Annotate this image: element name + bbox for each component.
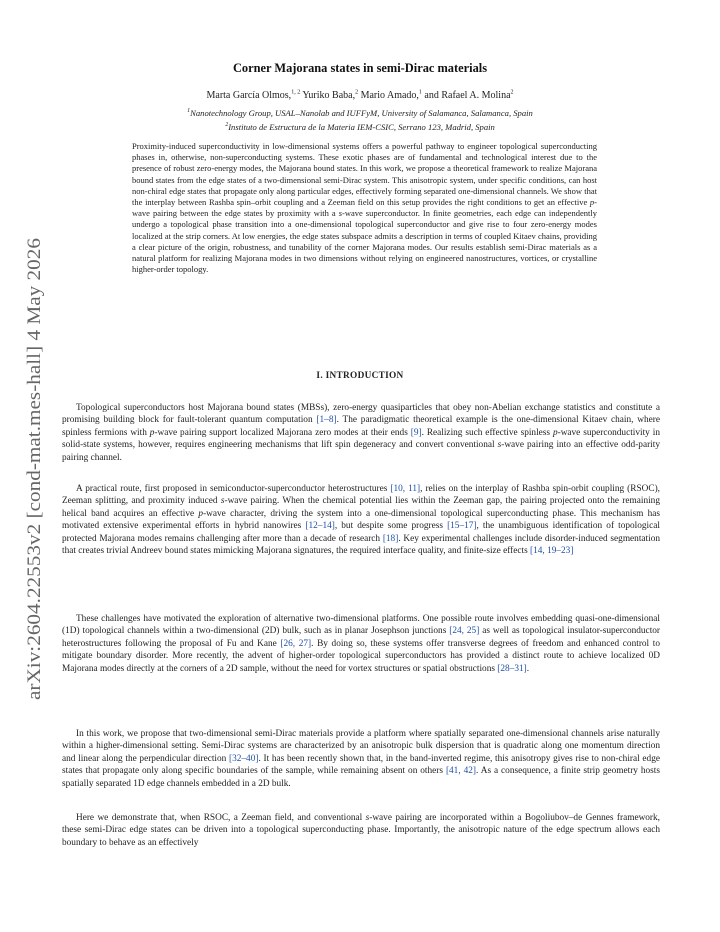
citation[interactable]: [12–14]: [305, 521, 335, 532]
abstract: [132, 141, 597, 275]
text-run: . As a consequence, a finite strip geometry hosts spatially separated 1D edge channels embedded in a 2D bulk.: [62, 766, 660, 789]
text-run: , the unambiguous identification of topological protected Majorana modes remains challenging after more than a decade of research: [62, 521, 660, 544]
text-run: -wave pairing. When the chemical potential lies within the Zeeman gap, the pairing projected onto the remaining helical band acquires an effective: [62, 496, 660, 519]
text-run: -wave pairing between the edge states by proximity with a: [132, 197, 597, 219]
text-run: -wave character, driving the system into a one-dimensional topological superconducting phase. This mechanism has motivated extensive experimental efforts in hybrid nanowires: [62, 508, 661, 532]
arxiv-stamp-text: arXiv:2604.22553v2 [cond-mat.mes-hall] 4 May 2026: [24, 286, 45, 700]
citation[interactable]: [24, 25]: [449, 626, 480, 637]
citation[interactable]: [32–40]: [229, 753, 259, 764]
section-heading-introduction: I. INTRODUCTION: [316, 371, 404, 381]
author-2: Yuriko Baba,$^2$: [300, 89, 359, 101]
text-run: Topological superconductors host Majorana bound states (MBSs), zero-energy quasiparticles that obey non-Abelian exchange statistics and constitute a promising building block for fault-tolerant quantum computation: [62, 403, 660, 426]
citation[interactable]: [28–31]: [497, 663, 527, 674]
citation[interactable]: [1–8]: [316, 415, 337, 426]
citation[interactable]: [18]: [382, 533, 399, 544]
author-3: Mario Amado,$^1$: [358, 89, 422, 101]
text-run: . Realizing such effective spinless: [421, 427, 553, 438]
citation[interactable]: [10, 11]: [390, 484, 421, 494]
author-1: Marta García Olmos,$^{1, 2}$: [206, 89, 301, 101]
citation[interactable]: [41, 42]: [445, 766, 476, 777]
math-symbol: s: [338, 208, 343, 219]
text-run: Proximity-induced superconductivity in low-dimensional systems offers a powerful pathway to engineer topological superconducting phases in, otherwise, non-superconducting systems. These exotic phases are of fundamental and technological interest due to the presence of robust zero-energy modes, the Majorana bound states. In this work, we propose a theoretical framework to realize Majorana bound states from the edge states of a two-dimensional semi-Dirac system. This anisotropic system, under specific conditions, can host non-chiral edge states that propagate only along particular edges, effectively forming separated one-dimensional channels. We show that the interplay between Rashba spin–orbit coupling and a Zeeman field on this setup provides the right conditions to get an effective: [132, 141, 597, 208]
citation[interactable]: [14, 19–23]: [530, 546, 574, 557]
text-run: , but despite some progress: [334, 521, 448, 532]
math-symbol: s: [497, 440, 502, 451]
text-run: -wave superconductivity in solid-state systems, however, requires engineering mechanisms that lift spin degeneracy and convert conventional: [62, 427, 660, 451]
math-symbol: p: [149, 427, 155, 438]
math-symbol: s: [220, 496, 225, 507]
text-run: , relies on the interplay of Rashba spin-orbit coupling (RSOC), Zeeman splitting, and proximity induced: [62, 484, 660, 507]
body-paragraph: [62, 483, 660, 557]
author-list: [0, 90, 720, 101]
text-run: as well as topological insulator-superconductor heterostructures following the proposal of Fu and Kane: [62, 626, 661, 649]
body-paragraph: [62, 728, 660, 790]
text-run: . It has been recently shown that, in the band-inverted regime, this anisotropy gives rise to non-chiral edge states that propagate only along specific boundaries of the sample, while remaining absent on others: [62, 753, 660, 777]
math-symbol: s: [365, 813, 370, 823]
text-run: In this work, we propose that two-dimensional semi-Dirac materials provide a platform where spatially separated one-dimensional channels arise naturally within a higher-dimensional setting. Semi-Dirac systems are characterized by an anisotropic bulk dispersion that is quadratic along one momentum direction and linear along the perpendicular direction: [62, 729, 660, 764]
text-run: .: [526, 663, 530, 674]
affiliation-2: $^2$Instituto de Estructura de la Materia IEM-CSIC, Serrano 123, Madrid, Spain: [225, 122, 495, 132]
text-run: These challenges have motivated the exploration of alternative two-dimensional platforms. One possible route involves embedding quasi-one-dimensional (1D) topological channels within a two-dimensional (2D) bulk, such as in planar Josephson junctions: [62, 614, 660, 637]
text-run: -wave pairing into an effective odd-parity pairing channel.: [62, 440, 660, 463]
body-paragraph: [62, 402, 660, 464]
body-paragraph: [62, 812, 660, 849]
math-symbol: p: [589, 197, 595, 208]
body-paragraph: [62, 613, 660, 675]
text-run: A practical route, first proposed in semiconductor-superconductor heterostructures: [76, 484, 391, 494]
text-run: . Key experimental challenges include disorder-induced segmentation that creates trivial Andreev bound states mimicking Majorana signatures, the required interface quality, and finite-size effects: [62, 533, 660, 557]
paper-title: Corner Majorana states in semi-Dirac materials: [232, 61, 488, 75]
citation[interactable]: [26, 27]: [280, 638, 312, 649]
text-run: -wave pairing are incorporated within a Bogoliubov–de Gennes framework, these semi-Dirac edge states can be driven into a topological superconducting phase. Importantly, the anisotropic nature of the edge spectrum allows each boundary to behave as an effectively: [62, 813, 660, 848]
citation[interactable]: [9]: [410, 427, 422, 438]
math-symbol: p: [552, 427, 558, 438]
text-run: . By doing so, these systems offer transverse degrees of freedom and enhanced control to mitigate boundary disorder. More recently, the advent of higher-order topological superconductors has provided a distinct route to achieve localized 0D Majorana modes directly at the corners of a 2D sample, without the need for vortex structures or spatial obstructions: [62, 638, 660, 674]
citation[interactable]: [15–17]: [447, 521, 477, 532]
author-4: and Rafael A. Molina$^2$: [421, 89, 514, 101]
arxiv-stamp: [14, 230, 48, 700]
affiliation-1: $^1$Nanotechnology Group, USAL–Nanolab and IUFFyM, University of Salamanca, Salamanca, Spain: [187, 108, 533, 118]
text-run: Here we demonstrate that, when RSOC, a Zeeman field, and conventional: [76, 813, 366, 823]
text-run: -wave superconductor. In finite geometries, each edge can independently undergo a topological phase transition into a one-dimensional topological superconductor and give rise to four zero-energy modes localized at the strip corners. At low energies, the edge states subspace admits a description in terms of coupled Kitaev chains, providing a clear picture of the origin, robustness, and tunability of the corner Majorana modes. Our results establish semi-Dirac materials as a natural platform for realizing Majorana modes in two dimensions without relying on engineered nanostructures, vortices, or crystalline higher-order topology.: [132, 208, 597, 275]
text-run: . The paradigmatic theoretical example is the one-dimensional Kitaev chain, where spinless fermions with: [62, 415, 661, 438]
math-symbol: p: [198, 508, 204, 519]
text-run: -wave pairing support localized Majorana zero modes at their ends: [154, 427, 411, 438]
